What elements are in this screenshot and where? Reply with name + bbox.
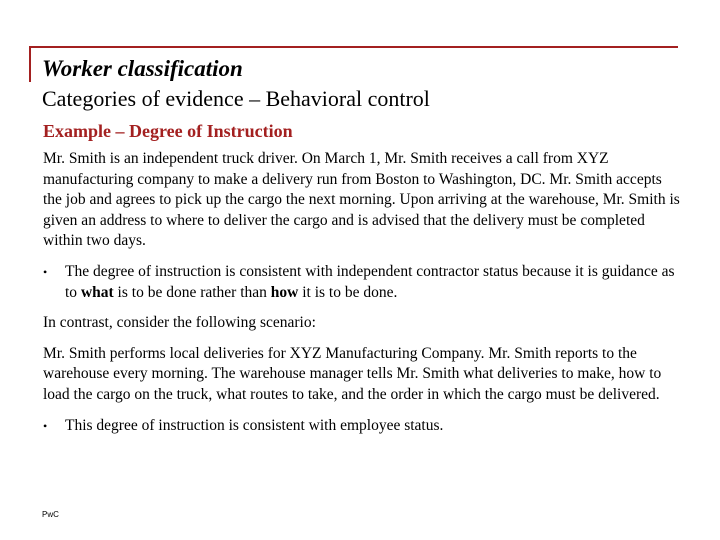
bullet-text: This degree of instruction is consistent with employee status.: [65, 416, 444, 434]
bullet-text-part: it is to be done.: [298, 283, 398, 301]
bullet-bold-what: what: [80, 283, 114, 301]
scenario-paragraph-employee: Mr. Smith performs local deliveries for XYZ Manufacturing Company. Mr. Smith reports to the warehouse every morning. The warehouse manager tells Mr. Smith what deliveries to make, how to load the cargo on the truck, what routes to take, and the order in which the cargo must be delivered.: [43, 344, 662, 403]
title-accent-rule-left: [29, 46, 31, 82]
bullet-independent-contractor: [43, 262, 683, 303]
bullet-marker: •: [43, 418, 48, 433]
footer-brand-logo: PwC: [42, 510, 59, 519]
section-heading: Example – Degree of Instruction: [43, 121, 293, 141]
bullet-marker: •: [43, 264, 48, 279]
bullet-text-part: The degree of instruction is consistent with independent contractor status because it is guidance as to: [65, 262, 675, 301]
slide-body: [43, 120, 683, 446]
scenario-paragraph-independent: Mr. Smith is an independent truck driver. On March 1, Mr. Smith receives a call from XYZ manufacturing company to make a delivery run from Boston to Washington, DC. Mr. Smith accepts the job and agrees to pick up the cargo the next morning. Upon arriving at the warehouse, Mr. Smith is given an address to where to deliver the cargo and is advised that the delivery must be completed within two days.: [43, 150, 680, 250]
bullet-text-part: is to be done rather than: [113, 283, 271, 301]
bullet-bold-how: how: [270, 283, 299, 301]
slide-title: Worker classification: [42, 56, 243, 81]
bullet-employee-status: [43, 416, 683, 437]
contrast-intro: In contrast, consider the following scenario:: [43, 314, 316, 332]
slide-subtitle: Categories of evidence – Behavioral control: [42, 86, 430, 111]
title-accent-rule-top: [29, 46, 678, 48]
